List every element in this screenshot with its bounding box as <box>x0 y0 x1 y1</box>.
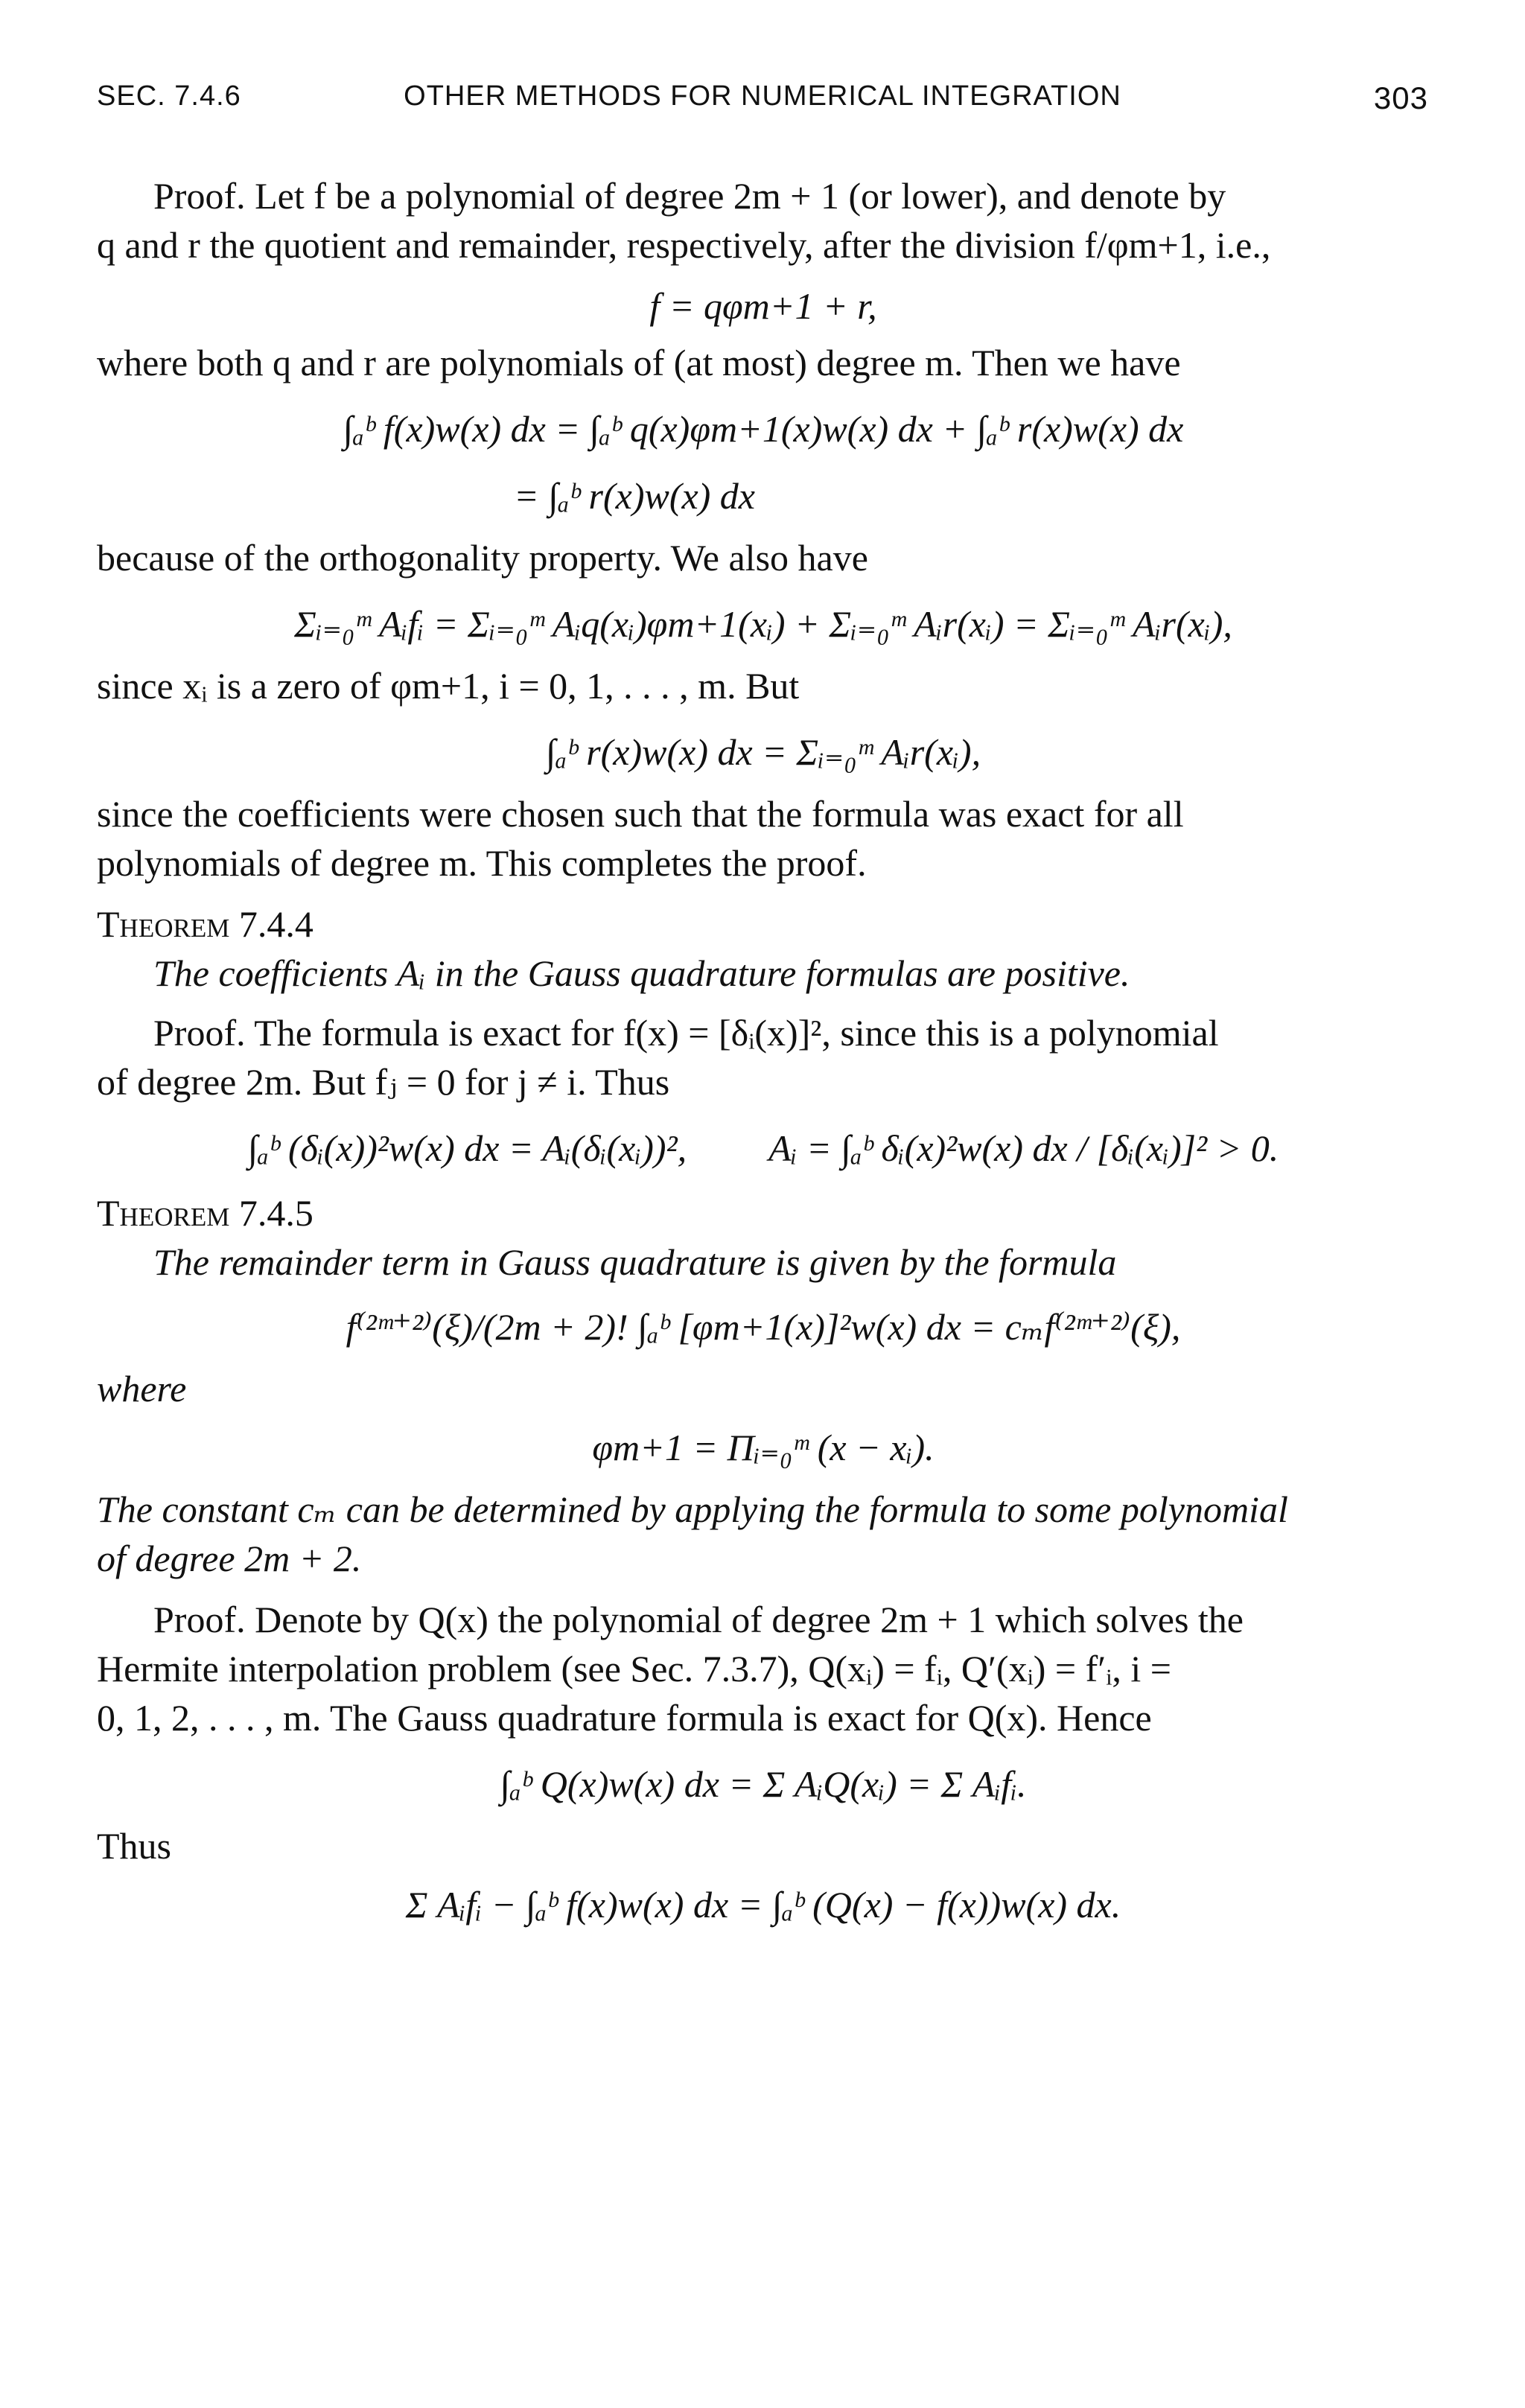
equation-difference: Σ Aᵢfᵢ − ∫ₐᵇ f(x)w(x) dx = ∫ₐᵇ (Q(x) − f(x))w(x) dx. <box>405 1884 1121 1926</box>
theorem-statement: The remainder term in Gauss quadrature is given by the formula <box>153 1241 1117 1283</box>
equation-integral-split: ∫ₐᵇ f(x)w(x) dx = ∫ₐᵇ q(x)φm+1(x)w(x) dx + ∫ₐᵇ r(x)w(x) dx <box>343 408 1184 450</box>
theorem-note <box>97 1485 1430 1583</box>
text-line: Proof. The formula is exact for f(x) = [δᵢ(x)]², since this is a polynomial <box>153 1012 1219 1054</box>
running-title: OTHER METHODS FOR NUMERICAL INTEGRATION <box>404 80 1121 112</box>
theorem-statement: The coefficients Aᵢ in the Gauss quadrature formulas are positive. <box>153 952 1130 994</box>
text-line: because of the orthogonality property. We also have <box>97 537 868 579</box>
text-line: since xᵢ is a zero of φm+1, i = 0, 1, . . . , m. But <box>97 665 800 707</box>
equation-sum-identity: Σᵢ₌₀ᵐ Aᵢfᵢ = Σᵢ₌₀ᵐ Aᵢq(xᵢ)φm+1(xᵢ) + Σᵢ₌₀ᵐ Aᵢr(xᵢ) = Σᵢ₌₀ᵐ Aᵢr(xᵢ), <box>294 603 1232 645</box>
where-label: where <box>97 1368 187 1410</box>
equation-phi-product: φm+1 = Πᵢ₌₀ᵐ (x − xᵢ). <box>592 1427 935 1468</box>
text-line: Proof. Denote by Q(x) the polynomial of degree 2m + 1 which solves the <box>153 1599 1244 1640</box>
section-label: SEC. 7.4.6 <box>97 80 241 112</box>
text-line: of degree 2m. But fⱼ = 0 for j ≠ i. Thus <box>97 1061 670 1103</box>
proof-paragraph-1 <box>97 171 1430 270</box>
proof-paragraph-2 <box>97 1008 1430 1106</box>
text-line: The constant cₘ can be determined by applying the formula to some polynomial <box>97 1488 1288 1530</box>
text-line: polynomials of degree m. This completes the proof. <box>97 842 867 884</box>
equation-coefficient-positive: Aᵢ = ∫ₐᵇ δᵢ(x)²w(x) dx / [δᵢ(xᵢ)]² > 0. <box>768 1127 1279 1169</box>
equation-remainder-term: f⁽²ᵐ⁺²⁾(ξ)/(2m + 2)! ∫ₐᵇ [φm+1(x)]²w(x) dx = cₘf⁽²ᵐ⁺²⁾(ξ), <box>346 1306 1181 1348</box>
text-line: 0, 1, 2, . . . , m. The Gauss quadrature formula is exact for Q(x). Hence <box>97 1697 1152 1739</box>
text-line: where both q and r are polynomials of (at most) degree m. Then we have <box>97 342 1181 383</box>
text-line: since the coefficients were chosen such that the formula was exact for all <box>97 793 1184 835</box>
equation-hermite-exact: ∫ₐᵇ Q(x)w(x) dx = Σ AᵢQ(xᵢ) = Σ Aᵢfᵢ. <box>500 1763 1027 1805</box>
equation-pair-positivity <box>97 1118 1430 1178</box>
proof-paragraph-3 <box>97 1595 1430 1742</box>
text-line: of degree 2m + 2. <box>97 1538 362 1579</box>
text-line: Proof. Let f be a polynomial of degree 2m + 1 (or lower), and denote by <box>153 175 1226 217</box>
equation-division: f = qφm+1 + r, <box>649 285 877 327</box>
text-line: q and r the quotient and remainder, respectively, after the division f/φm+1, i.e., <box>97 224 1271 266</box>
equation-delta-integral: ∫ₐᵇ (δᵢ(x))²w(x) dx = Aᵢ(δᵢ(xᵢ))², <box>247 1127 687 1169</box>
equation-exactness: ∫ₐᵇ r(x)w(x) dx = Σᵢ₌₀ᵐ Aᵢr(xᵢ), <box>545 731 981 773</box>
theorem-heading: Theorem 7.4.5 <box>97 1192 313 1234</box>
theorem-heading: Theorem 7.4.4 <box>97 903 313 945</box>
text-line: Hermite interpolation problem (see Sec. 7.3.7), Q(xᵢ) = fᵢ, Q′(xᵢ) = f′ᵢ, i = <box>97 1648 1171 1689</box>
page-body <box>97 171 1430 1942</box>
running-header <box>97 80 1428 125</box>
page-number: 303 <box>1373 80 1428 115</box>
thus-label: Thus <box>97 1825 171 1867</box>
equation-integral-result: = ∫ₐᵇ r(x)w(x) dx <box>514 475 755 517</box>
proof-conclusion <box>97 789 1430 888</box>
